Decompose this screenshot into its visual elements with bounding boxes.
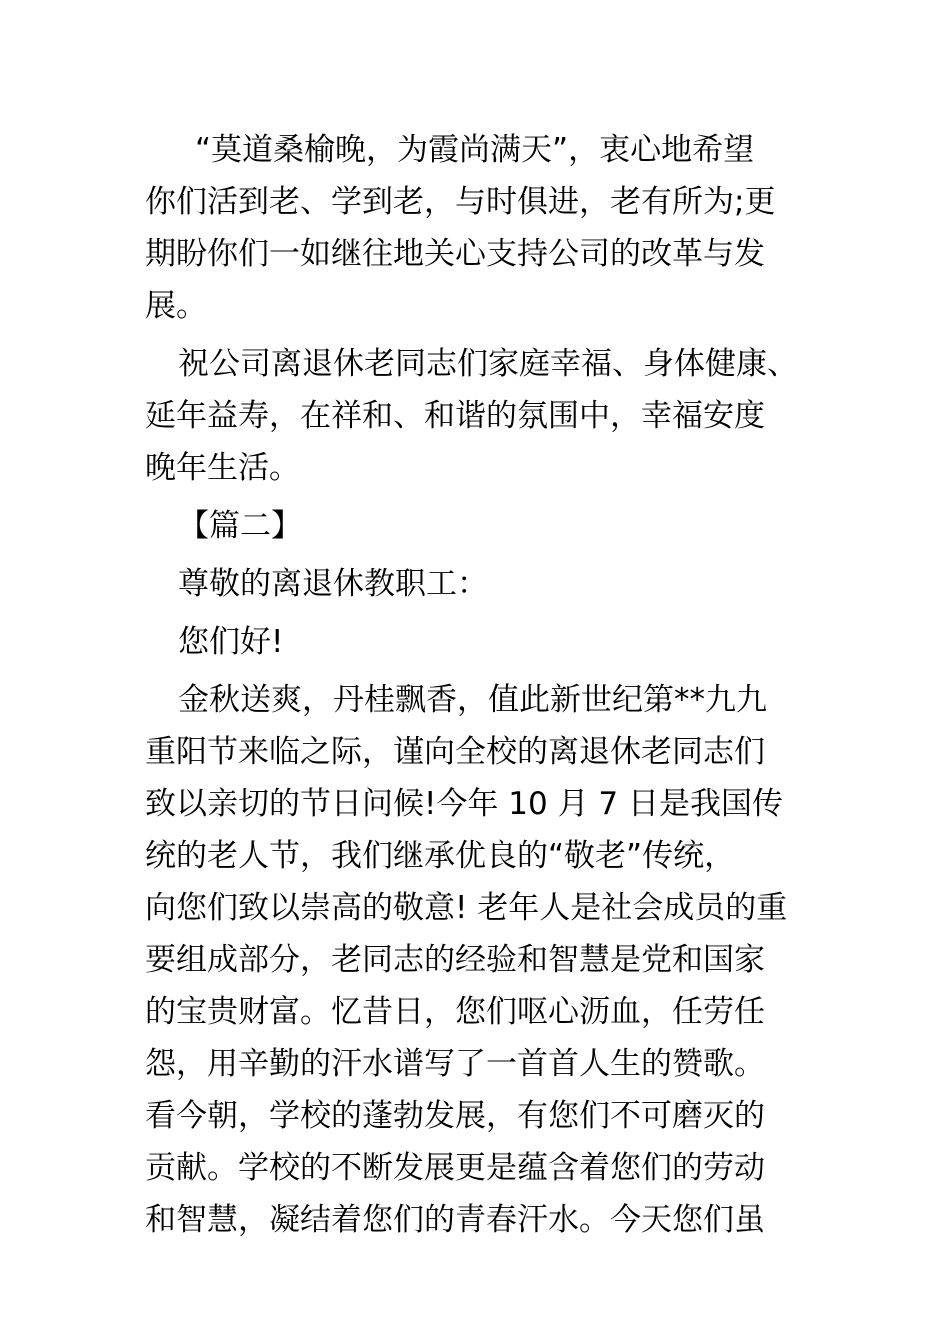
text-line: 贡献。学校的不断发展更是蕴含着您们的劳动	[145, 1150, 765, 1186]
paragraph-main-letter	[145, 674, 807, 1246]
text-line: 尊敬的离退休教职工：	[178, 566, 488, 602]
salutation	[145, 558, 807, 610]
text-line: 晚年生活。	[145, 450, 300, 486]
paragraph-closing-quote	[145, 124, 807, 332]
text-line: 致以亲切的节日问候!今年 10 月 7 日是我国传	[145, 786, 784, 822]
text-line: 的宝贵财富。忆昔日，您们呕心沥血，任劳任	[145, 994, 765, 1030]
greeting	[145, 616, 807, 668]
section-heading	[145, 500, 807, 552]
text-line: 重阳节来临之际，谨向全校的离退休老同志们	[145, 734, 765, 770]
text-line: 看今朝，学校的蓬勃发展，有您们不可磨灭的	[145, 1098, 765, 1134]
text-line: 您们好!	[178, 624, 284, 660]
text-line: 向您们致以崇高的敬意! 老年人是社会成员的重	[145, 890, 788, 926]
text-line: 期盼你们一如继往地关心支持公司的改革与发	[145, 236, 765, 272]
text-line: 金秋送爽，丹桂飘香，值此新世纪第**九九	[178, 682, 767, 718]
text-line: 你们活到老、学到老，与时俱进，老有所为;更	[145, 184, 776, 220]
text-line: 统的老人节，我们继承优良的“敬老”传统，	[145, 838, 736, 874]
text-line: 要组成部分，老同志的经验和智慧是党和国家	[145, 942, 765, 978]
text-line: 和智慧，凝结着您们的青春汗水。今天您们虽	[145, 1202, 765, 1238]
paragraph-blessing	[145, 338, 807, 494]
section-title: 【篇二】	[178, 508, 302, 544]
text-line: 展。	[145, 288, 207, 324]
text-line: 怨，用辛勤的汗水谱写了一首首人生的赞歌。	[145, 1046, 765, 1082]
text-line: 延年益寿，在祥和、和谐的氛围中，幸福安度	[145, 398, 765, 434]
text-line: 祝公司离退休老同志们家庭幸福、身体健康、	[178, 346, 798, 382]
document-body	[145, 124, 807, 1246]
text-line: “莫道桑榆晚，为霞尚满天”，衷心地希望	[195, 132, 755, 168]
